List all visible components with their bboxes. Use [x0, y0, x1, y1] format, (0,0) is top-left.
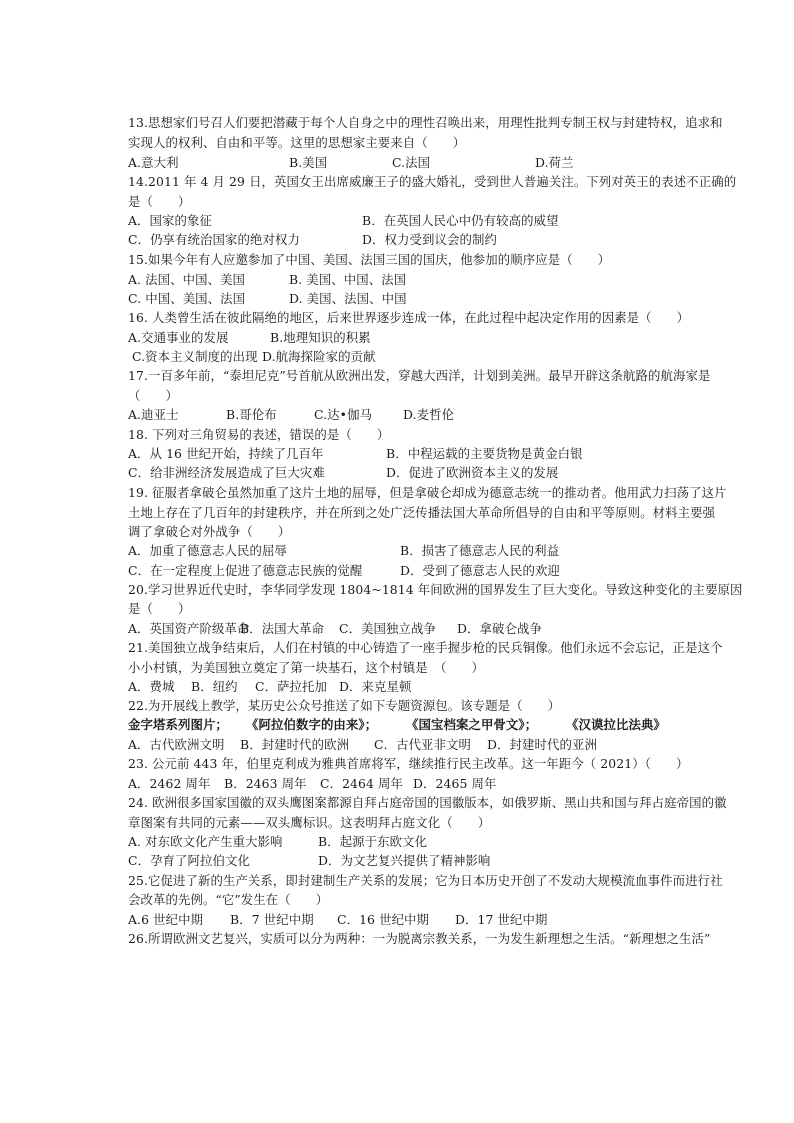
answer-option: A.意大利 — [128, 155, 179, 170]
answer-option: D．封建时代的亚洲 — [487, 737, 597, 752]
question-text-line: 是（ ） — [128, 194, 191, 209]
answer-option: C.达•伽马 — [314, 407, 373, 422]
answer-option: B．损害了德意志人民的利益 — [400, 543, 560, 558]
answer-option: D.麦哲伦 — [403, 407, 455, 422]
answer-option: A.交通事业的发展 — [128, 330, 229, 345]
answer-option: C．给非洲经济发展造成了巨大灾难 — [128, 465, 325, 480]
question-text-line: 26.所谓欧洲文艺复兴，实质可以分为两种：一为脱离宗教关系，一为发生新理想之生活。“新理想之生活” — [128, 931, 711, 946]
answer-option: A．从 16 世纪开始，持续了几百年 — [128, 446, 324, 461]
answer-option: D. 美国、法国、中国 — [289, 291, 407, 306]
question-text-line: 14.2011 年 4 月 29 日，英国女王出席威廉王子的盛大婚礼，受到世人普遍关注。下列对英王的表述不正确的 — [128, 174, 737, 189]
answer-option: A. 法国、中国、美国 — [128, 272, 246, 287]
answer-option: 金字塔系列图片； — [128, 717, 228, 732]
question-text-line: 土地上存在了几百年的封建秩序，并在所到之处广泛传播法国大革命所倡导的自由和平等原则。材料主要强 — [128, 505, 716, 520]
answer-option: D．来克星顿 — [339, 679, 412, 694]
answer-option: D.荷兰 — [535, 155, 574, 170]
question-text-line: 调了拿破仑对外战争（ ） — [128, 524, 291, 539]
answer-option: C．孕育了阿拉伯文化 — [128, 853, 250, 868]
answer-option: A. 对东欧文化产生重大影响 — [128, 834, 283, 849]
answer-option: B．在英国人民心中仍有较高的威望 — [362, 213, 559, 228]
answer-option: A．古代欧洲文明 — [128, 737, 225, 752]
answer-option: B．法国大革命 — [240, 621, 325, 636]
answer-option: A．国家的象征 — [128, 213, 212, 228]
answer-option: C．古代亚非文明 — [374, 737, 472, 752]
answer-option: D．促进了欧洲资本主义的发展 — [386, 465, 559, 480]
question-text-line: 实现人的权利、自由和平等。这里的思想家主要来自（ ） — [128, 135, 466, 150]
answer-option: C.法国 — [392, 155, 431, 170]
answer-option: C．萨拉托加 — [255, 679, 328, 694]
answer-option: C.资本主义制度的出现 — [132, 349, 258, 364]
answer-option: D．权力受到议会的制约 — [362, 232, 497, 247]
question-text-line: 22.为开展线上教学，某历史公众号推送了如下专题资源包。该专题是（ ） — [128, 698, 561, 713]
answer-option: A．费城 — [128, 679, 175, 694]
answer-option: D．17 世纪中期 — [455, 912, 548, 927]
question-text-line: 会改革的先例。“它”发生在（ ） — [128, 892, 329, 907]
answer-option: B．起源于东欧文化 — [318, 834, 428, 849]
question-text-line: 19. 征服者拿破仑虽然加重了这片土地的屈辱，但是拿破仑却成为德意志统一的推动者。他用武力扫荡了这片 — [128, 485, 727, 500]
answer-option: A.6 世纪中期 — [128, 912, 204, 927]
answer-option: C．仍享有统治国家的绝对权力 — [128, 232, 300, 247]
question-text-line: 25.它促进了新的生产关系，即封建制生产关系的发展；它为日本历史开创了不发动大规模流血事件而进行社 — [128, 873, 723, 888]
question-text-line: 18. 下列对三角贸易的表述，错误的是（ ） — [128, 427, 390, 442]
answer-option: B. 美国、中国、法国 — [289, 272, 407, 287]
answer-option: C．2464 周年 — [320, 776, 404, 791]
answer-option: B.美国 — [289, 155, 328, 170]
answer-option: B．2463 周年 — [224, 776, 307, 791]
question-text-line: 24. 欧洲很多国家国徽的双头鹰图案都源自拜占庭帝国的国徽版本，如俄罗斯、黑山共和国与拜占庭帝国的徽 — [128, 795, 727, 810]
answer-option: C．在一定程度上促进了德意志民族的觉醒 — [128, 563, 363, 578]
answer-option: B．纽约 — [191, 679, 238, 694]
question-text-line: 21.美国独立战争结束后，人们在村镇的中心铸造了一座手握步枪的民兵铜像。他们永远不会忘记，正是这个 — [128, 640, 723, 655]
question-text-line: 15.如果今年有人应邀参加了中国、美国、法国三国的国庆，他参加的顺序应是（ ） — [128, 252, 611, 267]
answer-option: A.迪亚士 — [128, 407, 179, 422]
question-text-line: 23. 公元前 443 年，伯里克利成为雅典首席将军，继续推行民主改革。这一年距今（ 2021）（ ） — [128, 756, 689, 771]
answer-option: B．中程运载的主要货物是黄金白银 — [386, 446, 583, 461]
question-text-line: 13.思想家们号召人们要把潜藏于每个人自身之中的理性召唤出来，用理性批判专制王权与封建特权，追求和 — [128, 115, 723, 130]
answer-option: B.哥伦布 — [226, 407, 277, 422]
answer-option: C. 中国、美国、法国 — [128, 291, 246, 306]
question-text-line: （ ） — [128, 388, 178, 403]
answer-option: B．封建时代的欧洲 — [240, 737, 350, 752]
answer-option: D．受到了德意志人民的欢迎 — [400, 563, 560, 578]
answer-option: A．2462 周年 — [128, 776, 211, 791]
answer-option: C．16 世纪中期 — [337, 912, 430, 927]
answer-option: A．英国资产阶级革命 — [128, 621, 250, 636]
answer-option: D.航海探险家的贡献 — [262, 349, 376, 364]
question-text-line: 16. 人类曾生活在彼此隔绝的地区，后来世界逐步连成一体，在此过程中起决定作用的因素是（ ） — [128, 310, 690, 325]
question-text-line: 小小村镇，为美国独立奠定了第一块基石，这个村镇是 （ ） — [128, 660, 485, 675]
answer-option: 《汉谟拉比法典》 — [566, 717, 666, 732]
question-text-line: 20.学习世界近代史时，李华同学发现 1804~1814 年间欧洲的国界发生了巨大变化。导致这种变化的主要原因 — [128, 582, 743, 597]
answer-option: D．为文艺复兴提供了精神影响 — [318, 853, 491, 868]
answer-option: 《阿拉伯数字的由来》； — [246, 717, 378, 732]
question-text-line: 17.一百多年前，“泰坦尼克”号首航从欧洲出发，穿越大西洋，计划到美洲。最早开辟这条航路的航海家是 — [128, 368, 711, 383]
question-text-line: 章图案有共同的元素——双头鹰标识。这表明拜占庭文化（ ） — [128, 815, 491, 830]
question-text-line: 是（ ） — [128, 601, 191, 616]
answer-option: C．美国独立战争 — [339, 621, 437, 636]
answer-option: B．7 世纪中期 — [230, 912, 314, 927]
answer-option: D．拿破仑战争 — [457, 621, 542, 636]
answer-option: 《国宝档案之甲骨文》； — [406, 717, 538, 732]
answer-option: D．2465 周年 — [413, 776, 497, 791]
answer-option: A．加重了德意志人民的屈辱 — [128, 543, 287, 558]
answer-option: B.地理知识的积累 — [270, 330, 371, 345]
